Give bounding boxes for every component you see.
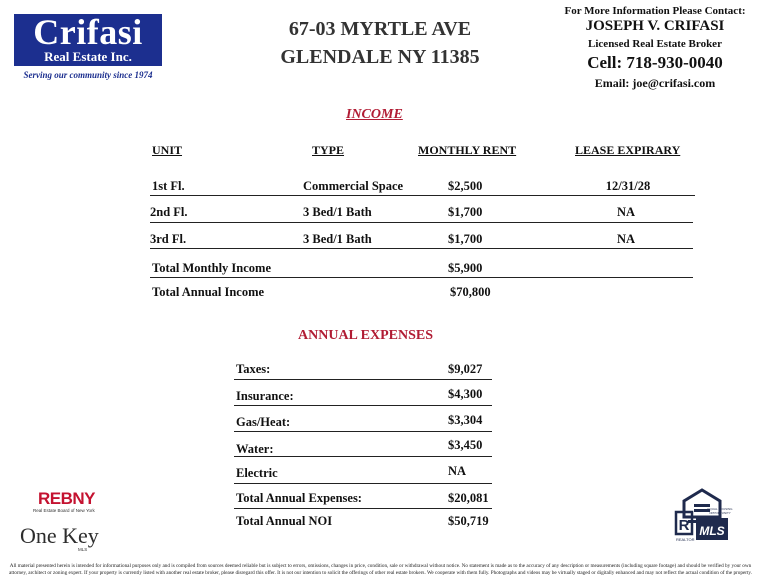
income-row-rent: $1,700 (448, 205, 483, 219)
contact-name: JOSEPH V. CRIFASI (585, 18, 725, 34)
total-monthly-income-value: $5,900 (448, 261, 483, 275)
expense-label: Insurance: (236, 389, 294, 403)
income-row-unit: 3rd Fl. (150, 232, 187, 246)
row-divider (150, 248, 693, 249)
address-city: GLENDALE NY 11385 (280, 46, 480, 68)
expense-value: $9,027 (448, 362, 483, 376)
logo-tagline: Serving our community since 1974 (23, 70, 153, 80)
row-divider (234, 431, 492, 432)
contact-title: Licensed Real Estate Broker (588, 38, 722, 50)
rebny-logo: REBNY (38, 489, 96, 508)
total-annual-expenses-label: Total Annual Expenses: (236, 491, 362, 505)
row-divider (150, 222, 693, 223)
svg-text:R: R (678, 517, 690, 534)
contact-intro: For More Information Please Contact: (564, 5, 746, 17)
disclaimer: All material presented herein is intended for informational purposes only and is compiled from sources deemed reliable but is subject to errors, omissions, changes in price, condition, sale or withdrawal without notice. No statement is made as to the accuracy of any description or measurements (including square footage) and should be verified by your own attorney, architect or zoning expert. If your property is currently listed with another real estate broker, please disregard this offer. It is not our intention to solicit the offerings of other real estate brokers. We cooperate with them fully. Photographs and videos may be virtually staged or digitally enhanced and may not reflect the actual condition of the property. (9, 563, 752, 576)
expense-value: $3,450 (448, 438, 483, 452)
contact-cell[interactable]: Cell: 718-930-0040 (587, 53, 723, 72)
onekey-mls-label: MLS (78, 547, 88, 552)
expense-label: Electric (236, 466, 278, 480)
expense-label: Gas/Heat: (236, 415, 291, 429)
expense-label: Taxes: (236, 362, 271, 376)
header-unit: UNIT (152, 143, 183, 157)
income-row-unit: 2nd Fl. (150, 205, 188, 219)
income-row-rent: $2,500 (448, 179, 483, 193)
realtor-label: REALTOR (676, 537, 695, 542)
row-divider (234, 379, 492, 380)
total-annual-expenses-value: $20,081 (448, 491, 489, 505)
total-annual-income-label: Total Annual Income (152, 285, 265, 299)
income-row-type: 3 Bed/1 Bath (303, 232, 372, 246)
header-type: TYPE (312, 143, 345, 157)
total-annual-noi-label: Total Annual NOI (236, 514, 333, 528)
rebny-subtitle: Real Estate Board of New York (33, 508, 95, 513)
expense-value: $4,300 (448, 387, 483, 401)
income-title: INCOME (346, 107, 403, 122)
total-annual-noi-value: $50,719 (448, 514, 489, 528)
income-row-type: 3 Bed/1 Bath (303, 205, 372, 219)
logo-name: Crifasi (33, 12, 143, 52)
header-monthly-rent: MONTHLY RENT (418, 143, 517, 157)
income-row-lease: NA (616, 205, 636, 219)
income-row-lease: NA (616, 232, 636, 246)
row-divider (150, 277, 693, 278)
contact-email[interactable]: Email: joe@crifasi.com (594, 76, 716, 90)
mls-label: MLS (699, 524, 725, 538)
expense-label: Water: (236, 442, 274, 456)
expenses-title: ANNUAL EXPENSES (298, 328, 433, 343)
row-divider (234, 405, 492, 406)
total-monthly-income-label: Total Monthly Income (152, 261, 271, 275)
row-divider (234, 483, 492, 484)
expense-value: NA (448, 464, 467, 478)
row-divider (234, 456, 492, 457)
header-lease-expiry: LEASE EXPIRARY (575, 143, 681, 157)
logo-subtitle: Real Estate Inc. (44, 49, 132, 64)
expense-value: $3,304 (448, 413, 483, 427)
row-divider (234, 508, 492, 509)
income-row-type: Commercial Space (303, 179, 404, 193)
onekey-logo: One Key (20, 523, 99, 548)
income-row-unit: 1st Fl. (152, 179, 185, 193)
total-annual-income-value: $70,800 (450, 285, 491, 299)
income-row-rent: $1,700 (448, 232, 483, 246)
row-divider (150, 195, 695, 196)
realtor-mls-icon (674, 510, 730, 544)
address-street: 67-03 MYRTLE AVE (288, 18, 472, 40)
equal-housing-label: EQUAL HOUSING OPPORTUNITY (707, 507, 733, 515)
income-row-lease: 12/31/28 (605, 179, 651, 193)
